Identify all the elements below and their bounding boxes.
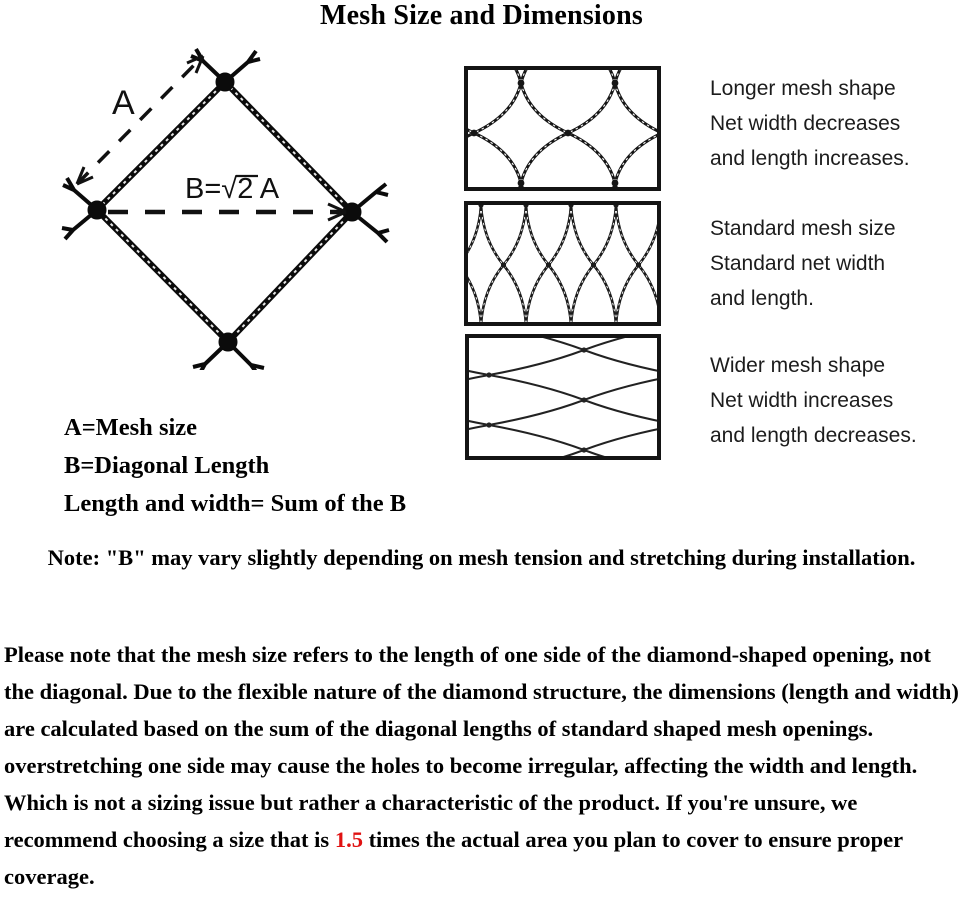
mesh-caption-standard xyxy=(710,211,960,316)
knot-left xyxy=(62,178,106,239)
mesh-pattern-wider xyxy=(469,338,657,456)
mesh-sample-standard xyxy=(464,201,661,326)
caption-line: Standard net width xyxy=(710,252,886,275)
label-b: B=√2 A xyxy=(185,173,280,205)
paragraph-text-before: Please note that the mesh size refers to the length of one side of the diamond-shaped opening, not the diagonal. Due to the flexible nature of the diamond structure, the dimensions (length and width) are calculated based on the sum of the diagonal lengths of standard shaped mesh openings. overstretching one side may cause the holes to become irregular, affecting the width and length. Which is not a sizing issue but rather a characteristic of the product. If you're unsure, we recommend choosing a size that is xyxy=(4,642,959,852)
legend xyxy=(64,409,406,523)
paragraph-text-after: times the actual area you plan to cover to ensure proper coverage. xyxy=(4,827,903,889)
legend-line-b: B=Diagonal Length xyxy=(64,452,270,479)
knot-right xyxy=(343,184,389,242)
mesh-diagram xyxy=(40,40,420,370)
mesh-pattern-standard xyxy=(468,205,657,322)
mesh-sample-longer xyxy=(464,66,661,191)
caption-line: Net width increases xyxy=(710,389,894,412)
note-text: Note: "B" may vary slightly depending on mesh tension and stretching during installation. xyxy=(47,545,916,570)
mesh-pattern-longer xyxy=(468,70,657,187)
dimension-line-b xyxy=(108,204,346,220)
mesh-caption-wider xyxy=(710,348,960,453)
label-a: A xyxy=(112,84,135,122)
highlight-value: 1.5 xyxy=(334,827,363,852)
legend-line-a: A=Mesh size xyxy=(64,414,198,441)
caption-line: and length. xyxy=(710,287,814,310)
caption-line: and length increases. xyxy=(710,147,910,170)
page-title: Mesh Size and Dimensions xyxy=(320,0,643,31)
mesh-caption-longer xyxy=(710,71,960,176)
caption-line: Standard mesh size xyxy=(710,217,896,240)
legend-line-sum: Length and width= Sum of the B xyxy=(64,490,407,517)
caption-line: Wider mesh shape xyxy=(710,354,886,377)
caption-line: Net width decreases xyxy=(710,112,901,135)
mesh-sample-wider xyxy=(465,334,661,460)
caption-line: Longer mesh shape xyxy=(710,77,896,100)
knot-bottom xyxy=(193,333,264,370)
description-paragraph xyxy=(4,636,959,895)
caption-line: and length decreases. xyxy=(710,424,917,447)
